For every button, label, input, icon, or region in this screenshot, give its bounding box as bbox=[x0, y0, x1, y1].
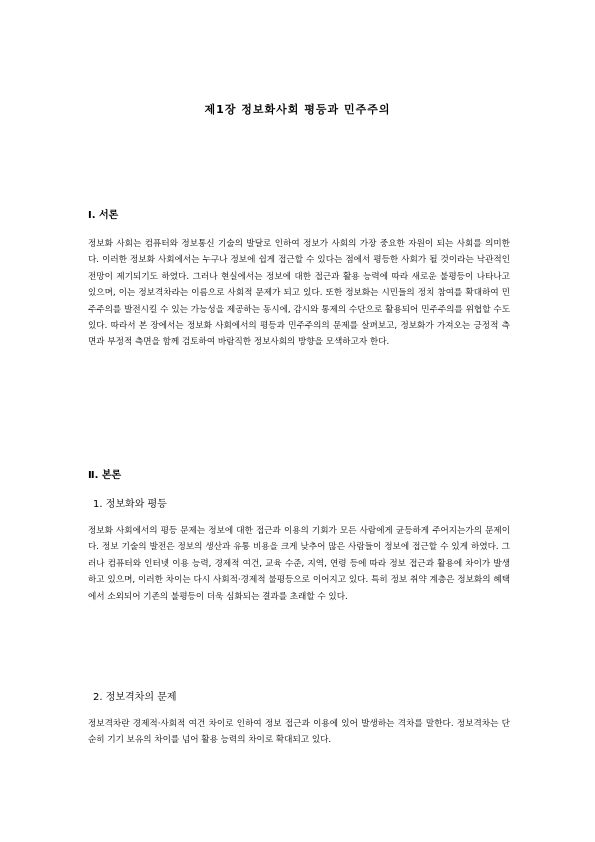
page-title: 제1장 정보화사회 평등과 민주주의 bbox=[204, 103, 391, 116]
subsection-heading-equality: 1. 정보화와 평등 bbox=[93, 499, 167, 510]
introduction-paragraph: 정보화 사회는 컴퓨터와 정보통신 기술의 발달로 인하여 정보가 사회의 가장 중요한 자원이 되는 사회를 의미한다. 이러한 정보화 사회에서는 누구나 정보에 쉽게 접근할 수 있다는 점에서 평등한 사회가 될 것이라는 낙관적인 전망이 제기되기도 하였다. 그러나 현실에서는 정보에 대한 접근과 활용 능력에 따라 새로운 불평등이 나타나고 있으며, 이는 정보격차라는 이름으로 사회적 문제가 되고 있다. 또한 정보화는 시민들의 정치 참여를 확대하여 민주주의를 발전시킬 수 있는 가능성을 제공하는 동시에, 감시와 통제의 수단으로 활용되어 민주주의를 위협할 수도 있다. 따라서 본 장에서는 정보화 사회에서의 평등과 민주주의의 문제를 살펴보고, 정보화가 가져오는 긍정적 측면과 부정적 측면을 함께 검토하여 바람직한 정보사회의 방향을 모색하고자 한다. bbox=[88, 239, 510, 348]
equality-paragraph: 정보화 사회에서의 평등 문제는 정보에 대한 접근과 이용의 기회가 모든 사람에게 균등하게 주어지는가의 문제이다. 정보 기술의 발전은 정보의 생산과 유통 비용을 크게 낮추어 많은 사람들이 정보에 접근할 수 있게 하였다. 그러나 컴퓨터와 인터넷 이용 능력, 경제적 여건, 교육 수준, 지역, 연령 등에 따라 정보 접근과 활용에 차이가 발생하고 있으며, 이러한 차이는 다시 사회적·경제적 불평등으로 이어지고 있다. 특히 정보 취약 계층은 정보화의 혜택에서 소외되어 기존의 불평등이 더욱 심화되는 결과를 초래할 수 있다. bbox=[88, 526, 510, 602]
subsection-heading-digital-divide: 2. 정보격차의 문제 bbox=[93, 692, 177, 703]
digital-divide-paragraph: 정보격차란 경제적·사회적 여건 차이로 인하여 정보 접근과 이용에 있어 발생하는 격차를 말한다. 정보격차는 단순히 기기 보유의 차이를 넘어 활용 능력의 차이로 확대되고 있다. bbox=[88, 719, 510, 746]
section-heading-introduction: Ⅰ. 서론 bbox=[88, 210, 119, 221]
section-heading-body: Ⅱ. 본론 bbox=[88, 470, 122, 481]
